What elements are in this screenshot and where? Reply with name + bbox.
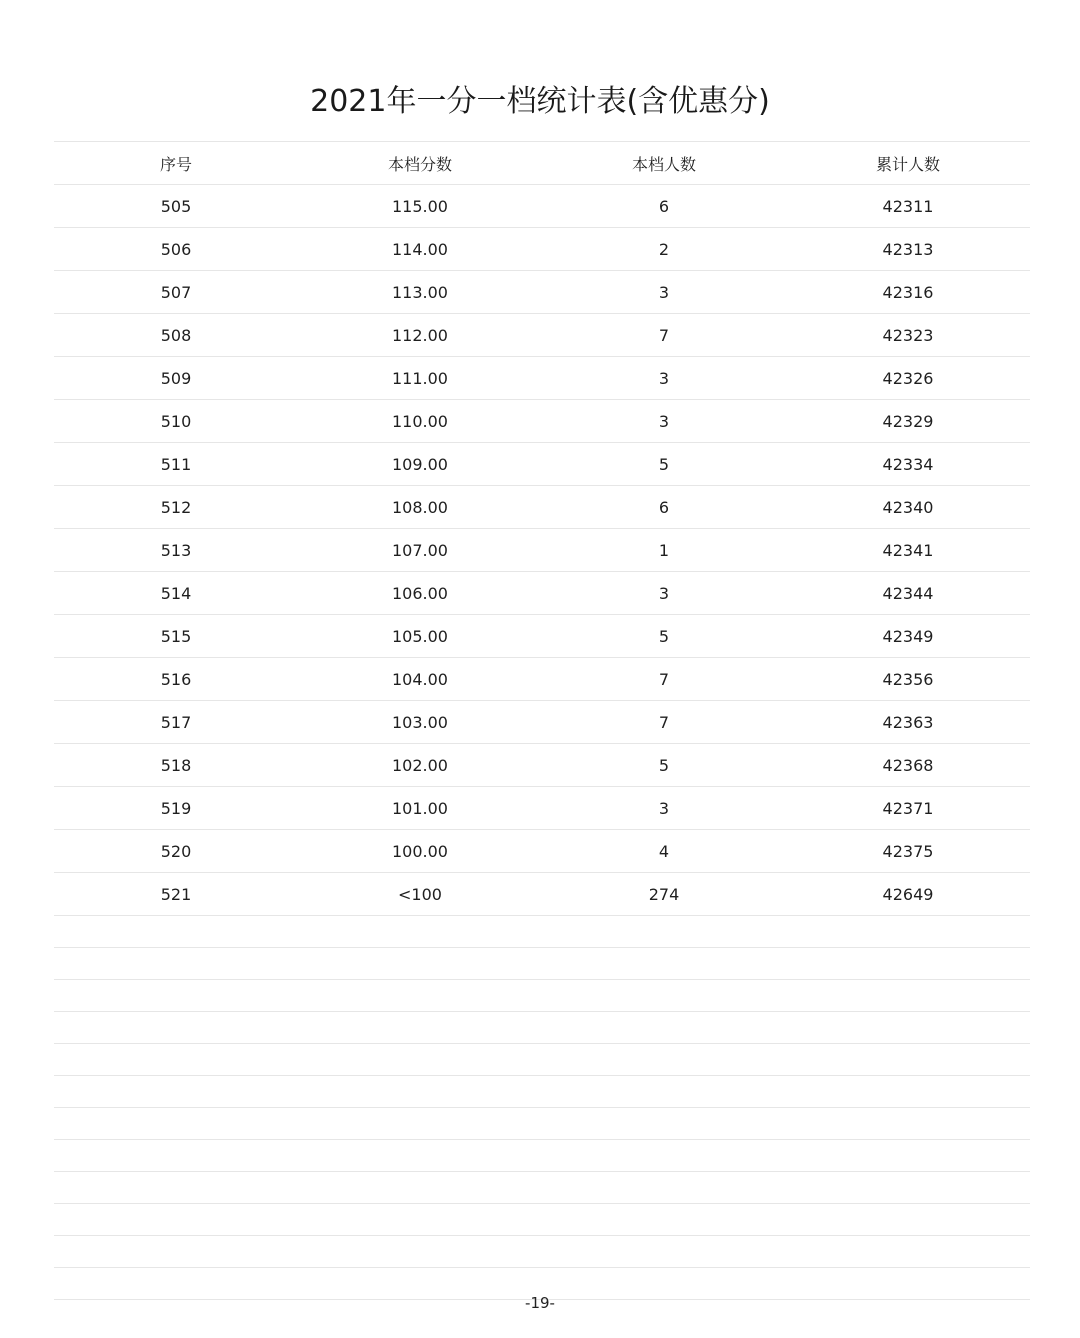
table-cell: 115.00 (392, 196, 448, 216)
table-cell: 101.00 (392, 798, 448, 818)
page-title: 2021年一分一档统计表(含优惠分) (310, 84, 770, 119)
table-cell: 111.00 (392, 368, 448, 388)
table-cell: 510 (160, 411, 192, 431)
table-cell: 105.00 (392, 626, 448, 646)
table-cell: 42341 (882, 540, 934, 560)
table-cell: 42326 (882, 368, 934, 388)
table-cell: 107.00 (392, 540, 448, 560)
table-cell: 100.00 (392, 841, 448, 861)
table-cell: 109.00 (392, 454, 448, 474)
empty-table-row (54, 1140, 1030, 1172)
table-cell: 42344 (882, 583, 934, 603)
table-cell: 42311 (882, 196, 934, 216)
table-cell: 7 (658, 669, 670, 689)
table-cell: 511 (160, 454, 192, 474)
table-cell: 520 (160, 841, 192, 861)
header-cell: 本档人数 (631, 154, 696, 174)
table-cell: 106.00 (392, 583, 448, 603)
table-cell: 6 (658, 497, 670, 517)
table-row (54, 787, 1030, 830)
table-cell: 42313 (882, 239, 934, 259)
table-cell: 110.00 (392, 411, 448, 431)
table-cell: 3 (658, 798, 670, 818)
table-row (54, 873, 1030, 916)
table-cell: 514 (160, 583, 192, 603)
table-row (54, 314, 1030, 357)
table-row (54, 830, 1030, 873)
empty-table-row (54, 916, 1030, 948)
table-cell: 5 (658, 454, 670, 474)
page-number: -19- (525, 1294, 555, 1312)
table-cell: 113.00 (392, 282, 448, 302)
table-cell: 42356 (882, 669, 934, 689)
table-cell: 7 (658, 325, 670, 345)
table-row (54, 701, 1030, 744)
table-row (54, 185, 1030, 228)
table-cell: 3 (658, 368, 670, 388)
table-row (54, 744, 1030, 787)
table-cell: 112.00 (392, 325, 448, 345)
table-cell: 42371 (882, 798, 934, 818)
table-cell: 3 (658, 411, 670, 431)
table-cell: 509 (160, 368, 192, 388)
table-cell: 1 (658, 540, 670, 560)
table-cell: 42329 (882, 411, 934, 431)
header-cell: 本档分数 (387, 154, 452, 174)
table-row (54, 271, 1030, 314)
header-cell: 累计人数 (875, 154, 940, 174)
table-row (54, 658, 1030, 701)
empty-table-row (54, 1108, 1030, 1140)
table-cell: 114.00 (392, 239, 448, 259)
table-row (54, 486, 1030, 529)
table-cell: <100 (398, 884, 442, 904)
table-row (54, 615, 1030, 658)
table-cell: 42349 (882, 626, 934, 646)
table-row (54, 400, 1030, 443)
table-cell: 42368 (882, 755, 934, 775)
table-cell: 508 (160, 325, 192, 345)
table-cell: 108.00 (392, 497, 448, 517)
table-header-row (54, 142, 1030, 185)
empty-table-row (54, 948, 1030, 980)
table-cell: 42375 (882, 841, 934, 861)
empty-table-row (54, 1076, 1030, 1108)
table-cell: 512 (160, 497, 192, 517)
empty-table-row (54, 1204, 1030, 1236)
table-row (54, 357, 1030, 400)
empty-table-row (54, 1236, 1030, 1268)
table-cell: 42334 (882, 454, 934, 474)
empty-table-row (54, 1044, 1030, 1076)
table-row (54, 572, 1030, 615)
table-row (54, 228, 1030, 271)
table-cell: 505 (160, 196, 192, 216)
table-cell: 6 (658, 196, 670, 216)
table-cell: 42649 (882, 884, 934, 904)
table-cell: 3 (658, 282, 670, 302)
table-cell: 516 (160, 669, 192, 689)
table-cell: 42340 (882, 497, 934, 517)
empty-table-row (54, 1172, 1030, 1204)
table-cell: 515 (160, 626, 192, 646)
table-cell: 519 (160, 798, 192, 818)
table-cell: 517 (160, 712, 192, 732)
table-row (54, 443, 1030, 486)
table-cell: 103.00 (392, 712, 448, 732)
table-cell: 274 (648, 884, 680, 904)
score-table (54, 141, 1030, 1300)
table-cell: 2 (658, 239, 670, 259)
table-cell: 513 (160, 540, 192, 560)
table-cell: 102.00 (392, 755, 448, 775)
header-cell: 序号 (159, 154, 192, 174)
table-row (54, 529, 1030, 572)
empty-table-row (54, 980, 1030, 1012)
table-cell: 42363 (882, 712, 934, 732)
empty-table-row (54, 1012, 1030, 1044)
table-cell: 506 (160, 239, 192, 259)
table-cell: 507 (160, 282, 192, 302)
table-cell: 5 (658, 755, 670, 775)
table-cell: 104.00 (392, 669, 448, 689)
table-cell: 3 (658, 583, 670, 603)
table-cell: 4 (658, 841, 670, 861)
table-cell: 518 (160, 755, 192, 775)
table-cell: 521 (160, 884, 192, 904)
table-cell: 42316 (882, 282, 934, 302)
table-cell: 5 (658, 626, 670, 646)
table-cell: 42323 (882, 325, 934, 345)
table-cell: 7 (658, 712, 670, 732)
